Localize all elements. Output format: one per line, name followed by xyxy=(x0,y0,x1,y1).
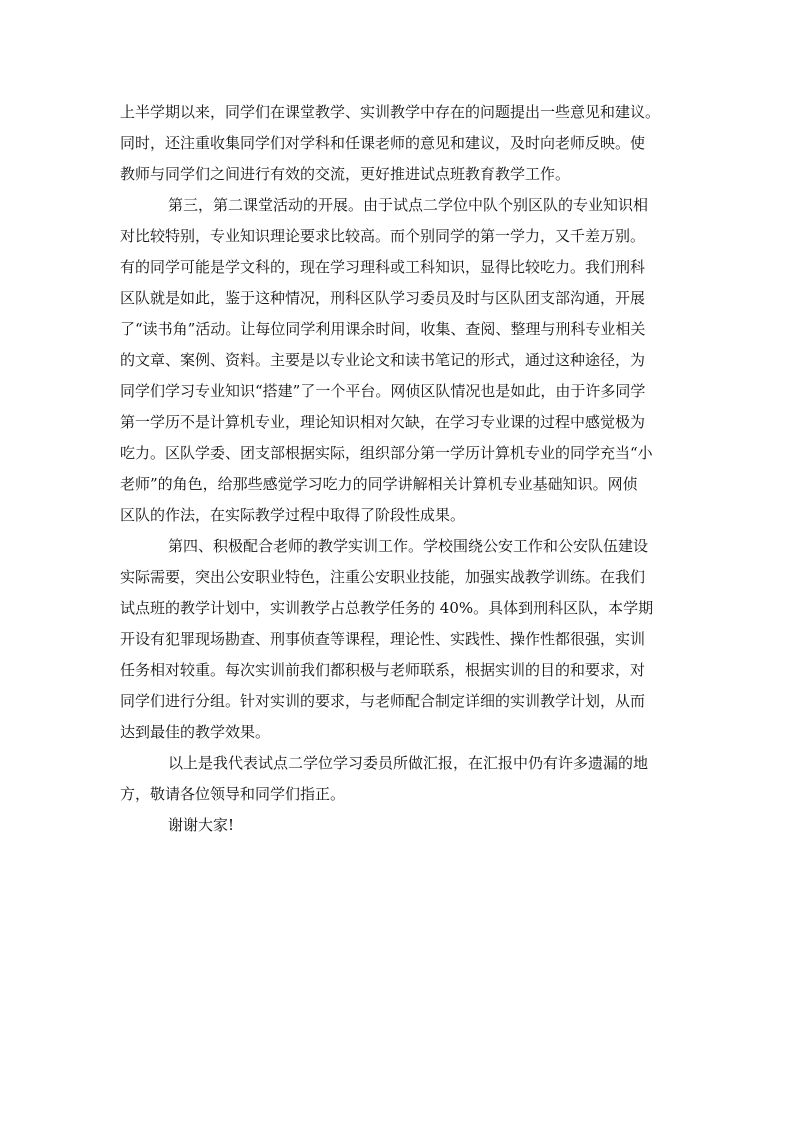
text-line: 的文章、案例、资料。主要是以专业论文和读书笔记的形式，通过这种途径，为 xyxy=(120,351,646,369)
paragraph-thanks xyxy=(120,810,680,841)
text-line: 同学们进行分组。针对实训的要求，与老师配合制定详细的实训教学计划，从而 xyxy=(120,692,646,710)
paragraph-conclusion xyxy=(120,748,680,810)
document-body xyxy=(120,97,680,841)
text-line: 了“读书角”活动。让每位同学利用课余时间，收集、查阅、整理与刑科专业相关 xyxy=(120,320,646,338)
text-line: 吃力。区队学委、团支部根据实际，组织部分第一学历计算机专业的同学充当“小 xyxy=(120,444,653,462)
text-line: 教师与同学们之间进行有效的交流，更好推进试点班教育教学工作。 xyxy=(120,165,571,183)
paragraph-second-classroom xyxy=(120,190,680,531)
text-line: 实际需要，突出公安职业特色，注重公安职业技能，加强实战教学训练。在我们 xyxy=(120,568,646,586)
paragraph-practical-training xyxy=(120,531,680,748)
text-line: 老师”的角色，给那些感觉学习吃力的同学讲解相关计算机专业基础知识。网侦 xyxy=(120,475,638,493)
text-line: 任务相对较重。每次实训前我们都积极与老师联系，根据实训的目的和要求，对 xyxy=(120,661,646,679)
text-line: 区队的作法，在实际教学过程中取得了阶段性成果。 xyxy=(120,506,466,524)
text-line: 第三，第二课堂活动的开展。由于试点二学位中队个别区队的专业知识相 xyxy=(168,196,649,214)
text-line: 开设有犯罪现场勘查、刑事侦查等课程，理论性、实践性、操作性都很强，实训 xyxy=(120,630,646,648)
text-line: 试点班的教学计划中，实训教学占总教学任务的 40%。具体到刑科区队，本学期 xyxy=(120,599,654,617)
text-line: 第一学历不是计算机专业，理论知识相对欠缺，在学习专业课的过程中感觉极为 xyxy=(120,413,646,431)
text-line: 方，敬请各位领导和同学们指正。 xyxy=(120,785,346,803)
text-line: 达到最佳的教学效果。 xyxy=(120,723,271,741)
text-line: 谢谢大家! xyxy=(168,816,235,834)
text-line: 第四、积极配合老师的教学实训工作。学校围绕公安工作和公安队伍建设 xyxy=(168,537,649,555)
text-line: 同时，还注重收集同学们对学科和任课老师的意见和建议，及时向老师反映。使 xyxy=(120,134,646,152)
text-line: 同学们学习专业知识“搭建”了一个平台。网侦区队情况也是如此，由于许多同学 xyxy=(120,382,646,400)
paragraph-feedback xyxy=(120,97,680,190)
text-line: 以上是我代表试点二学位学习委员所做汇报，在汇报中仍有许多遗漏的地 xyxy=(168,754,649,772)
text-line: 上半学期以来，同学们在课堂教学、实训教学中存在的问题提出一些意见和建议。 xyxy=(120,103,661,121)
text-line: 有的同学可能是学文科的，现在学习理科或工科知识，显得比较吃力。我们刑科 xyxy=(120,258,646,276)
text-line: 区队就是如此，鉴于这种情况，刑科区队学习委员及时与区队团支部沟通，开展 xyxy=(120,289,646,307)
text-line: 对比较特别，专业知识理论要求比较高。而个别同学的第一学力，又千差万别。 xyxy=(120,227,646,245)
